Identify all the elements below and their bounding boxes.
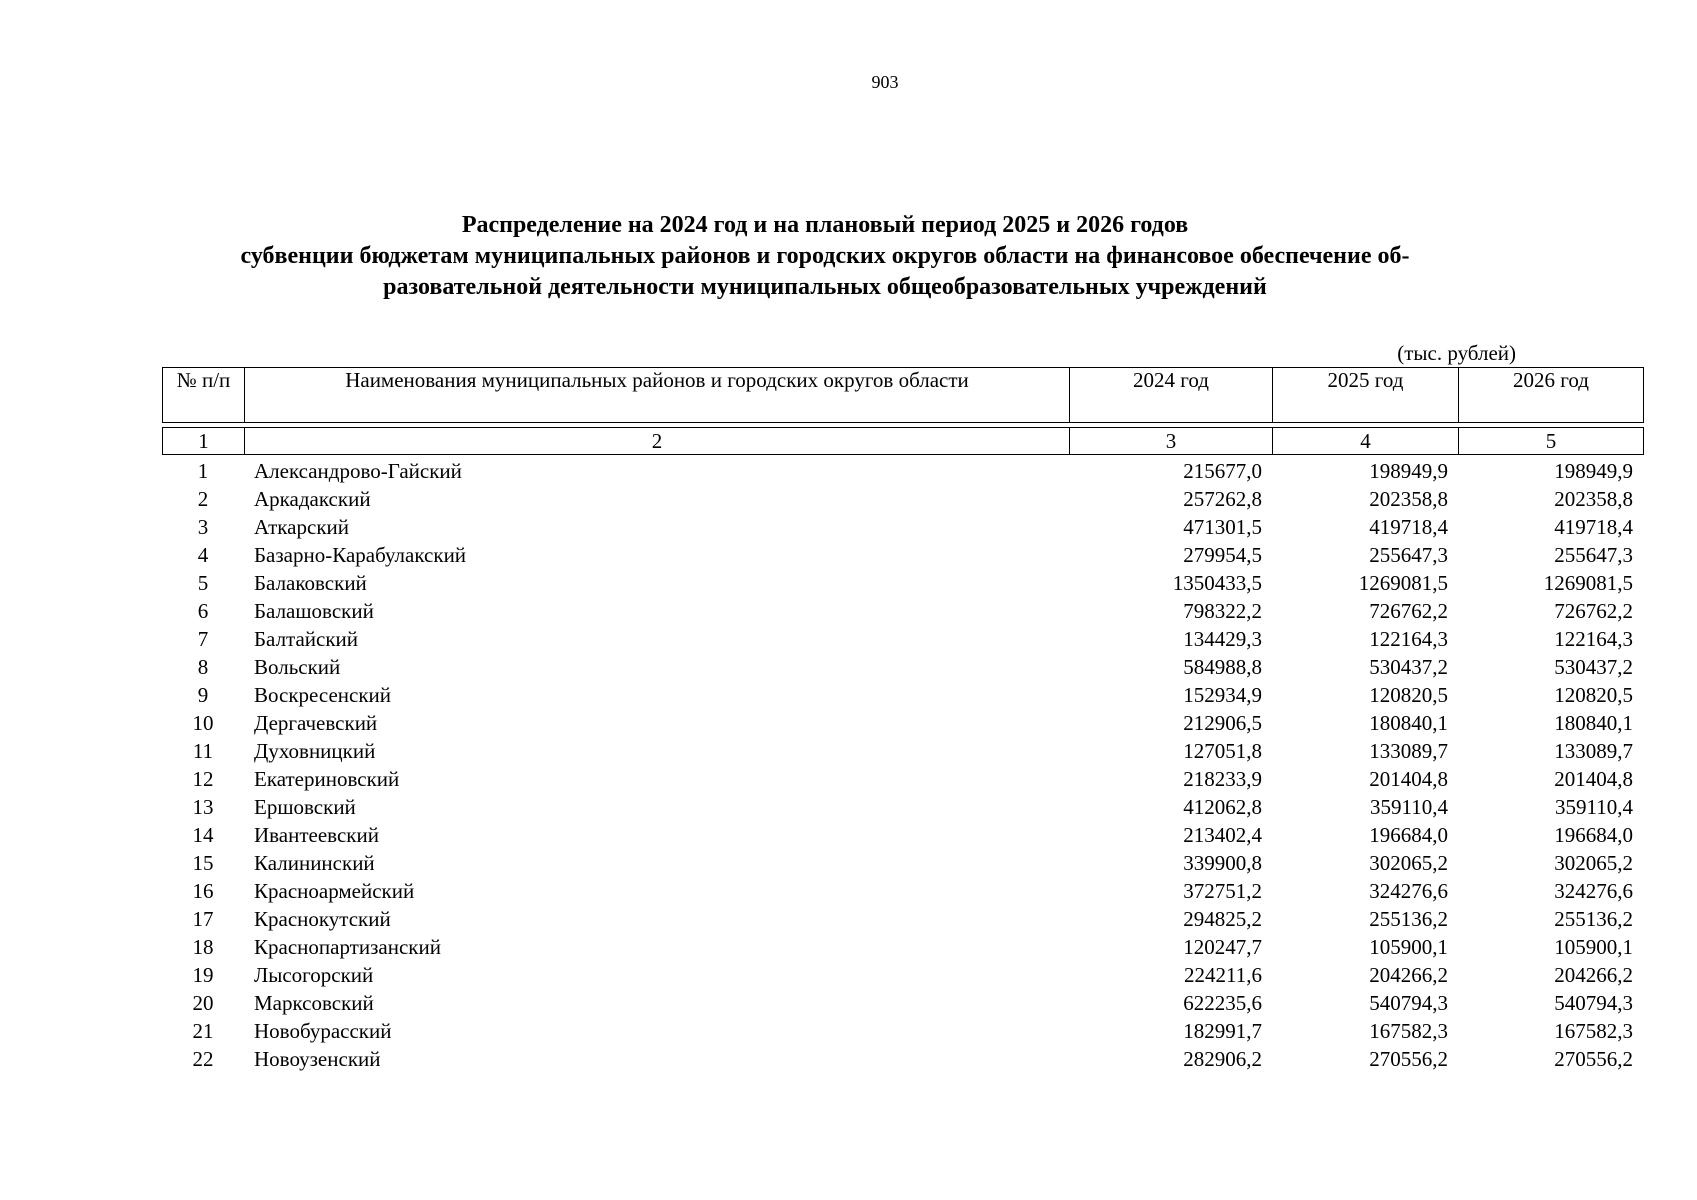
value-2026: 196684,0 bbox=[1554, 823, 1633, 847]
value-2024: 279954,5 bbox=[1183, 543, 1262, 567]
value-2025: 180840,1 bbox=[1369, 711, 1448, 735]
value-2026: 324276,6 bbox=[1554, 879, 1633, 903]
units-label: (тыс. рублей) bbox=[1397, 341, 1516, 365]
value-2024: 282906,2 bbox=[1183, 1047, 1262, 1071]
value-2025: 726762,2 bbox=[1369, 599, 1448, 623]
table-header bbox=[162, 367, 1644, 423]
row-number: 15 bbox=[192, 851, 214, 875]
header-2026: 2026 год bbox=[1459, 368, 1644, 423]
value-2026: 204266,2 bbox=[1554, 963, 1633, 987]
value-2024: 798322,2 bbox=[1183, 599, 1262, 623]
value-2025: 198949,9 bbox=[1369, 459, 1448, 483]
value-2024: 218233,9 bbox=[1183, 767, 1262, 791]
value-2026: 122164,3 bbox=[1554, 627, 1633, 651]
value-2024: 215677,0 bbox=[1183, 459, 1262, 483]
municipality-name: Калининский bbox=[254, 851, 375, 875]
table-row bbox=[162, 653, 1643, 681]
row-number: 19 bbox=[192, 963, 214, 987]
row-number: 16 bbox=[192, 879, 214, 903]
value-2025: 270556,2 bbox=[1369, 1047, 1448, 1071]
value-2025: 105900,1 bbox=[1369, 935, 1448, 959]
value-2024: 120247,7 bbox=[1183, 935, 1262, 959]
value-2024: 294825,2 bbox=[1183, 907, 1262, 931]
row-number: 7 bbox=[197, 627, 209, 651]
municipality-name: Балаковский bbox=[254, 571, 367, 595]
table-row bbox=[162, 793, 1643, 821]
municipality-name: Ивантеевский bbox=[254, 823, 379, 847]
page-number: 903 bbox=[871, 72, 899, 92]
value-2025: 419718,4 bbox=[1369, 515, 1448, 539]
value-2024: 182991,7 bbox=[1183, 1019, 1262, 1043]
municipality-name: Воскресенский bbox=[254, 683, 392, 707]
value-2024: 127051,8 bbox=[1183, 739, 1262, 763]
row-number: 21 bbox=[192, 1019, 214, 1043]
value-2026: 540794,3 bbox=[1554, 991, 1633, 1015]
value-2025: 255647,3 bbox=[1369, 543, 1448, 567]
value-2024: 471301,5 bbox=[1183, 515, 1262, 539]
row-number: 12 bbox=[192, 767, 214, 791]
value-2026: 255647,3 bbox=[1554, 543, 1633, 567]
municipality-name: Новоузенский bbox=[254, 1047, 381, 1071]
value-2026: 726762,2 bbox=[1554, 599, 1633, 623]
table-row bbox=[162, 541, 1643, 569]
table-row bbox=[162, 485, 1643, 513]
municipality-name: Лысогорский bbox=[254, 963, 374, 987]
table-row bbox=[162, 1017, 1643, 1045]
row-number: 2 bbox=[197, 487, 209, 511]
municipality-name: Екатериновский bbox=[254, 767, 400, 791]
value-2024: 412062,8 bbox=[1183, 795, 1262, 819]
value-2026: 302065,2 bbox=[1554, 851, 1633, 875]
table-row bbox=[162, 513, 1643, 541]
value-2025: 540794,3 bbox=[1369, 991, 1448, 1015]
table-row bbox=[162, 681, 1643, 709]
header-name: Наименования муниципальных районов и городских округов области bbox=[245, 368, 1070, 423]
value-2026: 419718,4 bbox=[1554, 515, 1633, 539]
column-index: 2 bbox=[245, 428, 1070, 455]
value-2026: 201404,8 bbox=[1554, 767, 1633, 791]
row-number: 10 bbox=[192, 711, 214, 735]
data-table bbox=[162, 457, 1643, 1073]
column-index: 4 bbox=[1273, 428, 1459, 455]
value-2025: 302065,2 bbox=[1369, 851, 1448, 875]
value-2025: 1269081,5 bbox=[1358, 571, 1448, 595]
municipality-name: Новобурасский bbox=[254, 1019, 392, 1043]
table-row bbox=[162, 961, 1643, 989]
header-num: № п/п bbox=[163, 368, 245, 423]
municipality-name: Александрово-Гайский bbox=[254, 459, 462, 483]
municipality-name: Ершовский bbox=[254, 795, 356, 819]
row-number: 9 bbox=[197, 683, 209, 707]
value-2024: 152934,9 bbox=[1183, 683, 1262, 707]
table-row bbox=[162, 597, 1643, 625]
title-line-1: Распределение на 2024 год и на плановый период 2025 и 2026 годов bbox=[461, 212, 1189, 238]
value-2024: 134429,3 bbox=[1183, 627, 1262, 651]
value-2025: 324276,6 bbox=[1369, 879, 1448, 903]
row-number: 1 bbox=[197, 459, 209, 483]
row-number: 5 bbox=[197, 571, 209, 595]
value-2024: 257262,8 bbox=[1183, 487, 1262, 511]
municipality-name: Духовницкий bbox=[254, 739, 376, 763]
value-2024: 224211,6 bbox=[1184, 963, 1262, 987]
value-2025: 204266,2 bbox=[1369, 963, 1448, 987]
row-number: 8 bbox=[197, 655, 209, 679]
table-row bbox=[162, 905, 1643, 933]
document-title bbox=[150, 210, 1500, 303]
table-row bbox=[162, 765, 1643, 793]
row-number: 18 bbox=[192, 935, 214, 959]
row-number: 3 bbox=[197, 515, 209, 539]
column-index: 3 bbox=[1070, 428, 1273, 455]
header-2024: 2024 год bbox=[1070, 368, 1273, 423]
value-2025: 255136,2 bbox=[1369, 907, 1448, 931]
municipality-name: Аркадакский bbox=[254, 487, 371, 511]
value-2026: 270556,2 bbox=[1554, 1047, 1633, 1071]
value-2025: 122164,3 bbox=[1369, 627, 1448, 651]
row-number: 11 bbox=[192, 739, 214, 763]
value-2025: 196684,0 bbox=[1369, 823, 1448, 847]
title-line-3: разовательной деятельности муниципальных общеобразовательных учреждений bbox=[383, 274, 1267, 300]
title-line-2: субвенции бюджетам муниципальных районов и городских округов области на финансовое обеспечение об- bbox=[240, 243, 1410, 269]
value-2025: 359110,4 bbox=[1370, 795, 1448, 819]
municipality-name: Дергачевский bbox=[254, 711, 378, 735]
row-number: 4 bbox=[197, 543, 209, 567]
row-number: 14 bbox=[192, 823, 214, 847]
municipality-name: Аткарский bbox=[254, 515, 350, 539]
value-2026: 167582,3 bbox=[1554, 1019, 1633, 1043]
value-2024: 584988,8 bbox=[1183, 655, 1262, 679]
table-row bbox=[162, 989, 1643, 1017]
row-number: 20 bbox=[192, 991, 214, 1015]
value-2026: 198949,9 bbox=[1554, 459, 1633, 483]
value-2026: 255136,2 bbox=[1554, 907, 1633, 931]
municipality-name: Балтайский bbox=[254, 627, 359, 651]
municipality-name: Балашовский bbox=[254, 599, 374, 623]
value-2026: 530437,2 bbox=[1554, 655, 1633, 679]
table-row bbox=[162, 821, 1643, 849]
value-2026: 1269081,5 bbox=[1543, 571, 1633, 595]
row-number: 6 bbox=[197, 599, 209, 623]
table-row bbox=[162, 877, 1643, 905]
row-number: 17 bbox=[192, 907, 214, 931]
value-2026: 120820,5 bbox=[1554, 683, 1633, 707]
value-2025: 167582,3 bbox=[1369, 1019, 1448, 1043]
municipality-name: Базарно-Карабулакский bbox=[254, 543, 467, 567]
value-2024: 212906,5 bbox=[1183, 711, 1262, 735]
table-row bbox=[162, 849, 1643, 877]
row-number: 22 bbox=[192, 1047, 214, 1071]
value-2024: 622235,6 bbox=[1183, 991, 1262, 1015]
value-2026: 180840,1 bbox=[1554, 711, 1633, 735]
value-2024: 339900,8 bbox=[1183, 851, 1262, 875]
value-2025: 530437,2 bbox=[1369, 655, 1448, 679]
table-row bbox=[162, 457, 1643, 485]
municipality-name: Красноармейский bbox=[254, 879, 415, 903]
table-row bbox=[162, 625, 1643, 653]
value-2024: 372751,2 bbox=[1183, 879, 1262, 903]
value-2026: 133089,7 bbox=[1554, 739, 1633, 763]
table-row bbox=[162, 709, 1643, 737]
table-row bbox=[162, 1045, 1643, 1073]
value-2025: 202358,8 bbox=[1369, 487, 1448, 511]
municipality-name: Краснопартизанский bbox=[254, 935, 441, 959]
municipality-name: Вольский bbox=[254, 655, 341, 679]
row-number: 13 bbox=[192, 795, 214, 819]
value-2026: 359110,4 bbox=[1555, 795, 1633, 819]
value-2024: 1350433,5 bbox=[1172, 571, 1262, 595]
table-row bbox=[162, 569, 1643, 597]
column-index: 5 bbox=[1459, 428, 1644, 455]
header-2025: 2025 год bbox=[1273, 368, 1459, 423]
column-index: 1 bbox=[163, 428, 245, 455]
municipality-name: Краснокутский bbox=[254, 907, 391, 931]
table-row bbox=[162, 933, 1643, 961]
table-row bbox=[162, 737, 1643, 765]
value-2024: 213402,4 bbox=[1183, 823, 1262, 847]
value-2025: 201404,8 bbox=[1369, 767, 1448, 791]
column-index-row bbox=[162, 427, 1644, 455]
value-2025: 133089,7 bbox=[1369, 739, 1448, 763]
municipality-name: Марксовский bbox=[254, 991, 374, 1015]
value-2026: 202358,8 bbox=[1554, 487, 1633, 511]
value-2025: 120820,5 bbox=[1369, 683, 1448, 707]
value-2026: 105900,1 bbox=[1554, 935, 1633, 959]
